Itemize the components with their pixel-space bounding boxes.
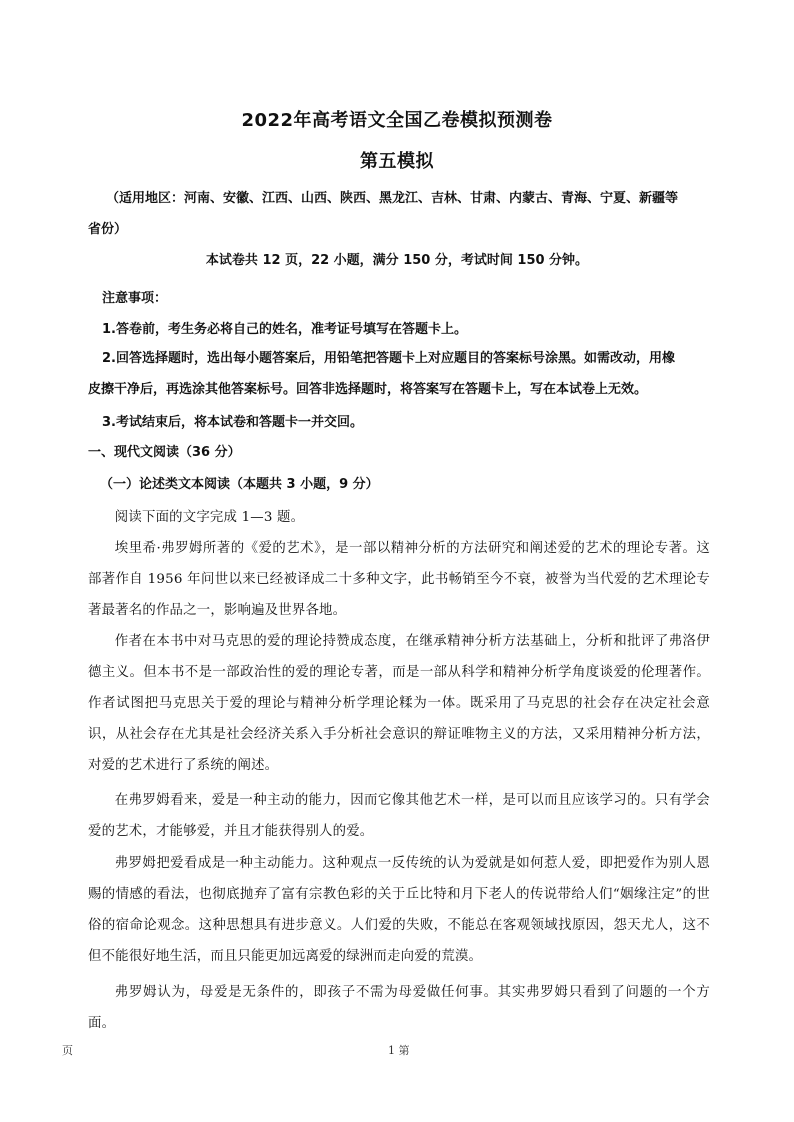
- passage-paragraph: 作者在本书中对马克思的爱的理论持赞成态度，在继承精神分析方法基础上，分析和批评了弗洛伊德主义。但本书不是一部政治性的爱的理论专著，而是一部从科学和精神分析学角度谈爱的伦理著作。作者试图把马克思关于爱的理论与精神分析学理论糅为一体。既采用了马克思的社会存在决定社会意识，从社会存在尤其是社会经济关系入手分析社会意识的辩证唯物主义的方法，又采用精神分析方法，对爱的艺术进行了系统的阐述。: [88, 634, 710, 773]
- exam-title: 2022年高考语文全国乙卷模拟预测卷: [241, 110, 553, 131]
- subsection-heading-argumentative: （一）论述类文本阅读（本题共 3 小题，9 分）: [100, 477, 379, 492]
- footer-page-label: 页: [62, 1044, 73, 1057]
- note-item-1: 1.答卷前，考生务必将自己的姓名，准考证号填写在答题卡上。: [102, 322, 467, 337]
- note-item-2: 2.回答选择题时，选出每小题答案后，用铅笔把答题卡上对应题目的答案标号涂黑。如需改动，用橡: [102, 351, 675, 366]
- passage-paragraph: 弗罗姆认为，母爱是无条件的，即孩子不需为母爱做任何事。其实弗罗姆只看到了问题的一个方面。: [88, 985, 710, 1031]
- applicable-regions-continued: 省份）: [88, 222, 128, 237]
- applicable-regions: （适用地区：河南、安徽、江西、山西、陕西、黑龙江、吉林、甘肃、内蒙古、青海、宁夏、新疆等: [106, 191, 679, 206]
- note-item-2-continued: 皮擦干净后，再选涂其他答案标号。回答非选择题时，将答案写在答题卡上，写在本试卷上无效。: [88, 382, 648, 397]
- notes-heading: 注意事项：: [102, 291, 168, 306]
- passage-paragraph: 埃里希·弗罗姆所著的《爱的艺术》，是一部以精神分析的方法研究和阐述爱的艺术的理论专著。这部著作自 1956 年问世以来已经被译成二十多种文字，此书畅销至今不衰，被誉为当代爱的艺术理论专著最著名的作品之一，影响遍及世界各地。: [88, 541, 710, 618]
- exam-subtitle: 第五模拟: [360, 151, 434, 172]
- exam-info: 本试卷共 12 页，22 小题，满分 150 分，考试时间 150 分钟。: [205, 253, 589, 268]
- note-item-3: 3.考试结束后，将本试卷和答题卡一并交回。: [102, 415, 363, 430]
- footer-page-number: 1 第: [388, 1044, 410, 1057]
- passage-paragraph: 弗罗姆把爱看成是一种主动能力。这种观点一反传统的认为爱就是如何惹人爱，即把爱作为别人恩赐的情感的看法，也彻底抛弃了富有宗教色彩的关于丘比特和月下老人的传说带给人们“姻缘注定”的世俗的宿命论观念。这种思想具有进步意义。人们爱的失败，不能总在客观领域找原因，怨天尤人，这不但不能很好地生活，而且只能更加远离爱的绿洲而走向爱的荒漠。: [88, 856, 710, 964]
- section-heading-modern-reading: 一、现代文阅读（36 分）: [88, 445, 241, 460]
- reading-instruction: 阅读下面的文字完成 1—3 题。: [114, 510, 305, 525]
- passage-paragraph: 在弗罗姆看来，爱是一种主动的能力，因而它像其他艺术一样，是可以而且应该学习的。只有学会爱的艺术，才能够爱，并且才能获得别人的爱。: [88, 793, 710, 839]
